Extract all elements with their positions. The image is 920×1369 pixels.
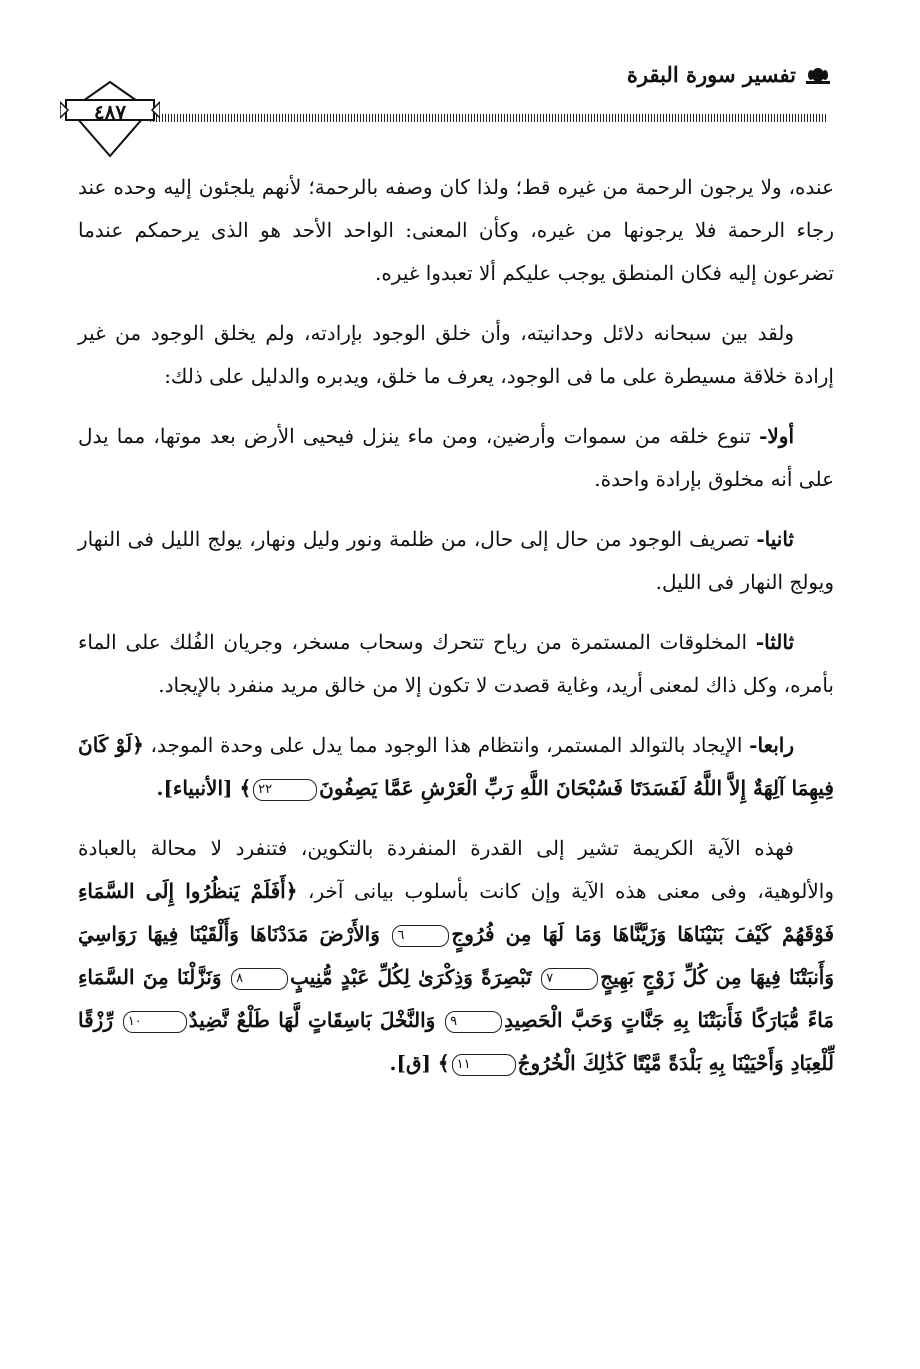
ayah-number: ٦ bbox=[392, 925, 449, 947]
point-paragraph bbox=[78, 518, 834, 604]
point-text: الإيجاد بالتوالد المستمر، وانتظام هذا الوجود مما يدل على وحدة الموجد، bbox=[143, 733, 750, 757]
ayah-number: ٩ bbox=[445, 1011, 502, 1033]
quran-verse: رِّزْقًا لِّلْعِبَادِ وَأَحْيَيْنَا بِهِ بَلْدَةً مَّيْتًا كَذَٰلِكَ الْخُرُوجُ bbox=[78, 1008, 834, 1075]
quran-verse: وَنَزَّلْنَا مِنَ السَّمَاءِ مَاءً مُّبَارَكًا فَأَنبَتْنَا بِهِ جَنَّاتٍ وَحَبَّ الْحَصِيدِ bbox=[78, 965, 835, 1032]
quran-verse: أَفَلَمْ يَنظُرُوا إِلَى السَّمَاءِ فَوْقَهُمْ كَيْفَ بَنَيْنَاهَا وَزَيَّنَّاهَا وَمَا لَهَا مِن فُرُوجٍ bbox=[78, 879, 835, 946]
quran-bracket-open: ﴿ bbox=[285, 879, 298, 903]
point-label: رابعا- bbox=[749, 733, 794, 757]
ayah-number: ٧ bbox=[541, 968, 598, 990]
point-text: تنوع خلقه من سموات وأرضين، ومن ماء ينزل فيحيى الأرض بعد موتها، مما يدل على أنه مخلوق بإرادة واحدة. bbox=[78, 424, 834, 491]
paragraph: ولقد بين سبحانه دلائل وحدانيته، وأن خلق الوجود بإرادته، ولم يخلق الوجود من غير إرادة خلاقة مسيطرة على ما فى الوجود، يعرف ما خلق، ويدبره والدليل على ذلك: bbox=[78, 321, 834, 388]
ayah-number: ٢٢ bbox=[253, 779, 317, 801]
quran-bracket-close: ﴾ bbox=[239, 776, 252, 800]
point-paragraph bbox=[78, 724, 834, 810]
point-text: المخلوقات المستمرة من رياح تتحرك وسحاب مسخر، وجريان الفُلك على الماء بأمره، وكل ذاك لمعنى أريد، وغاية قصدت لا تكون إلا من خالق مريد منفرد بالإيجاد. bbox=[78, 630, 834, 697]
point-label: أولا- bbox=[759, 424, 794, 448]
point-paragraph bbox=[78, 415, 834, 501]
point-label: ثانيا- bbox=[756, 527, 794, 551]
ayah-number: ١٠ bbox=[123, 1011, 187, 1033]
quran-verse: لَوْ كَانَ فِيهِمَا آلِهَةٌ إِلاَّ اللَّهُ لَفَسَدَتَا فَسُبْحَانَ اللَّهِ رَبِّ الْعَرْشِ عَمَّا يَصِفُونَ bbox=[78, 733, 834, 800]
paragraph bbox=[78, 827, 834, 1085]
page-number: ٤٨٧ bbox=[93, 100, 127, 124]
ayah-number: ١١ bbox=[452, 1054, 516, 1076]
point-text: تصريف الوجود من حال إلى حال، من ظلمة ونور وليل ونهار، يولج الليل فى النهار ويولج النهار فى الليل. bbox=[78, 527, 834, 594]
quran-bracket-close: ﴾ bbox=[437, 1051, 450, 1075]
header-title: تفسير سورة البقرة bbox=[626, 62, 796, 87]
surah-reference: [الأنبياء]. bbox=[156, 776, 240, 800]
quran-verse: وَالنَّخْلَ بَاسِقَاتٍ لَّهَا طَلْعٌ نَّضِيدٌ bbox=[188, 1008, 436, 1032]
paragraph-text: فهذه الآية الكريمة تشير إلى القدرة المنفردة بالتكوين، فتنفرد لا محالة بالعبادة والألوهية، وفى معنى هذه الآية وإن كانت بأسلوب بيانى آخر، bbox=[78, 836, 835, 903]
quran-bracket-open: ﴿ bbox=[132, 733, 144, 757]
ayah-number: ٨ bbox=[231, 968, 288, 990]
quran-verse: وَالأَرْضَ مَدَدْنَاهَا وَأَلْقَيْنَا فِيهَا رَوَاسِيَ وَأَنبَتْنَا فِيهَا مِن كُلِّ زَوْجٍ بَهِيجٍ bbox=[78, 922, 834, 989]
flower-ornament-icon bbox=[806, 66, 830, 84]
point-paragraph bbox=[78, 621, 834, 707]
surah-reference: [ق]. bbox=[389, 1051, 438, 1075]
header-rule bbox=[150, 114, 828, 122]
point-label: ثالثا- bbox=[755, 630, 795, 654]
paragraph: عنده، ولا يرجون الرحمة من غيره قط؛ ولذا كان وصفه بالرحمة؛ لأنهم يلجئون إليه وحده عند رجاء الرحمة فلا يرجونها من غيره، وكأن المعنى: الواحد الأحد هو الذى يرحمكم عندما تضرعون إليه فكان المنطق يوجب عليكم ألا تعبدوا غيره. bbox=[78, 175, 834, 285]
quran-verse: تَبْصِرَةً وَذِكْرَىٰ لِكُلِّ عَبْدٍ مُّنِيبٍ bbox=[290, 965, 532, 989]
page-body bbox=[78, 166, 834, 1102]
running-header bbox=[627, 62, 830, 87]
